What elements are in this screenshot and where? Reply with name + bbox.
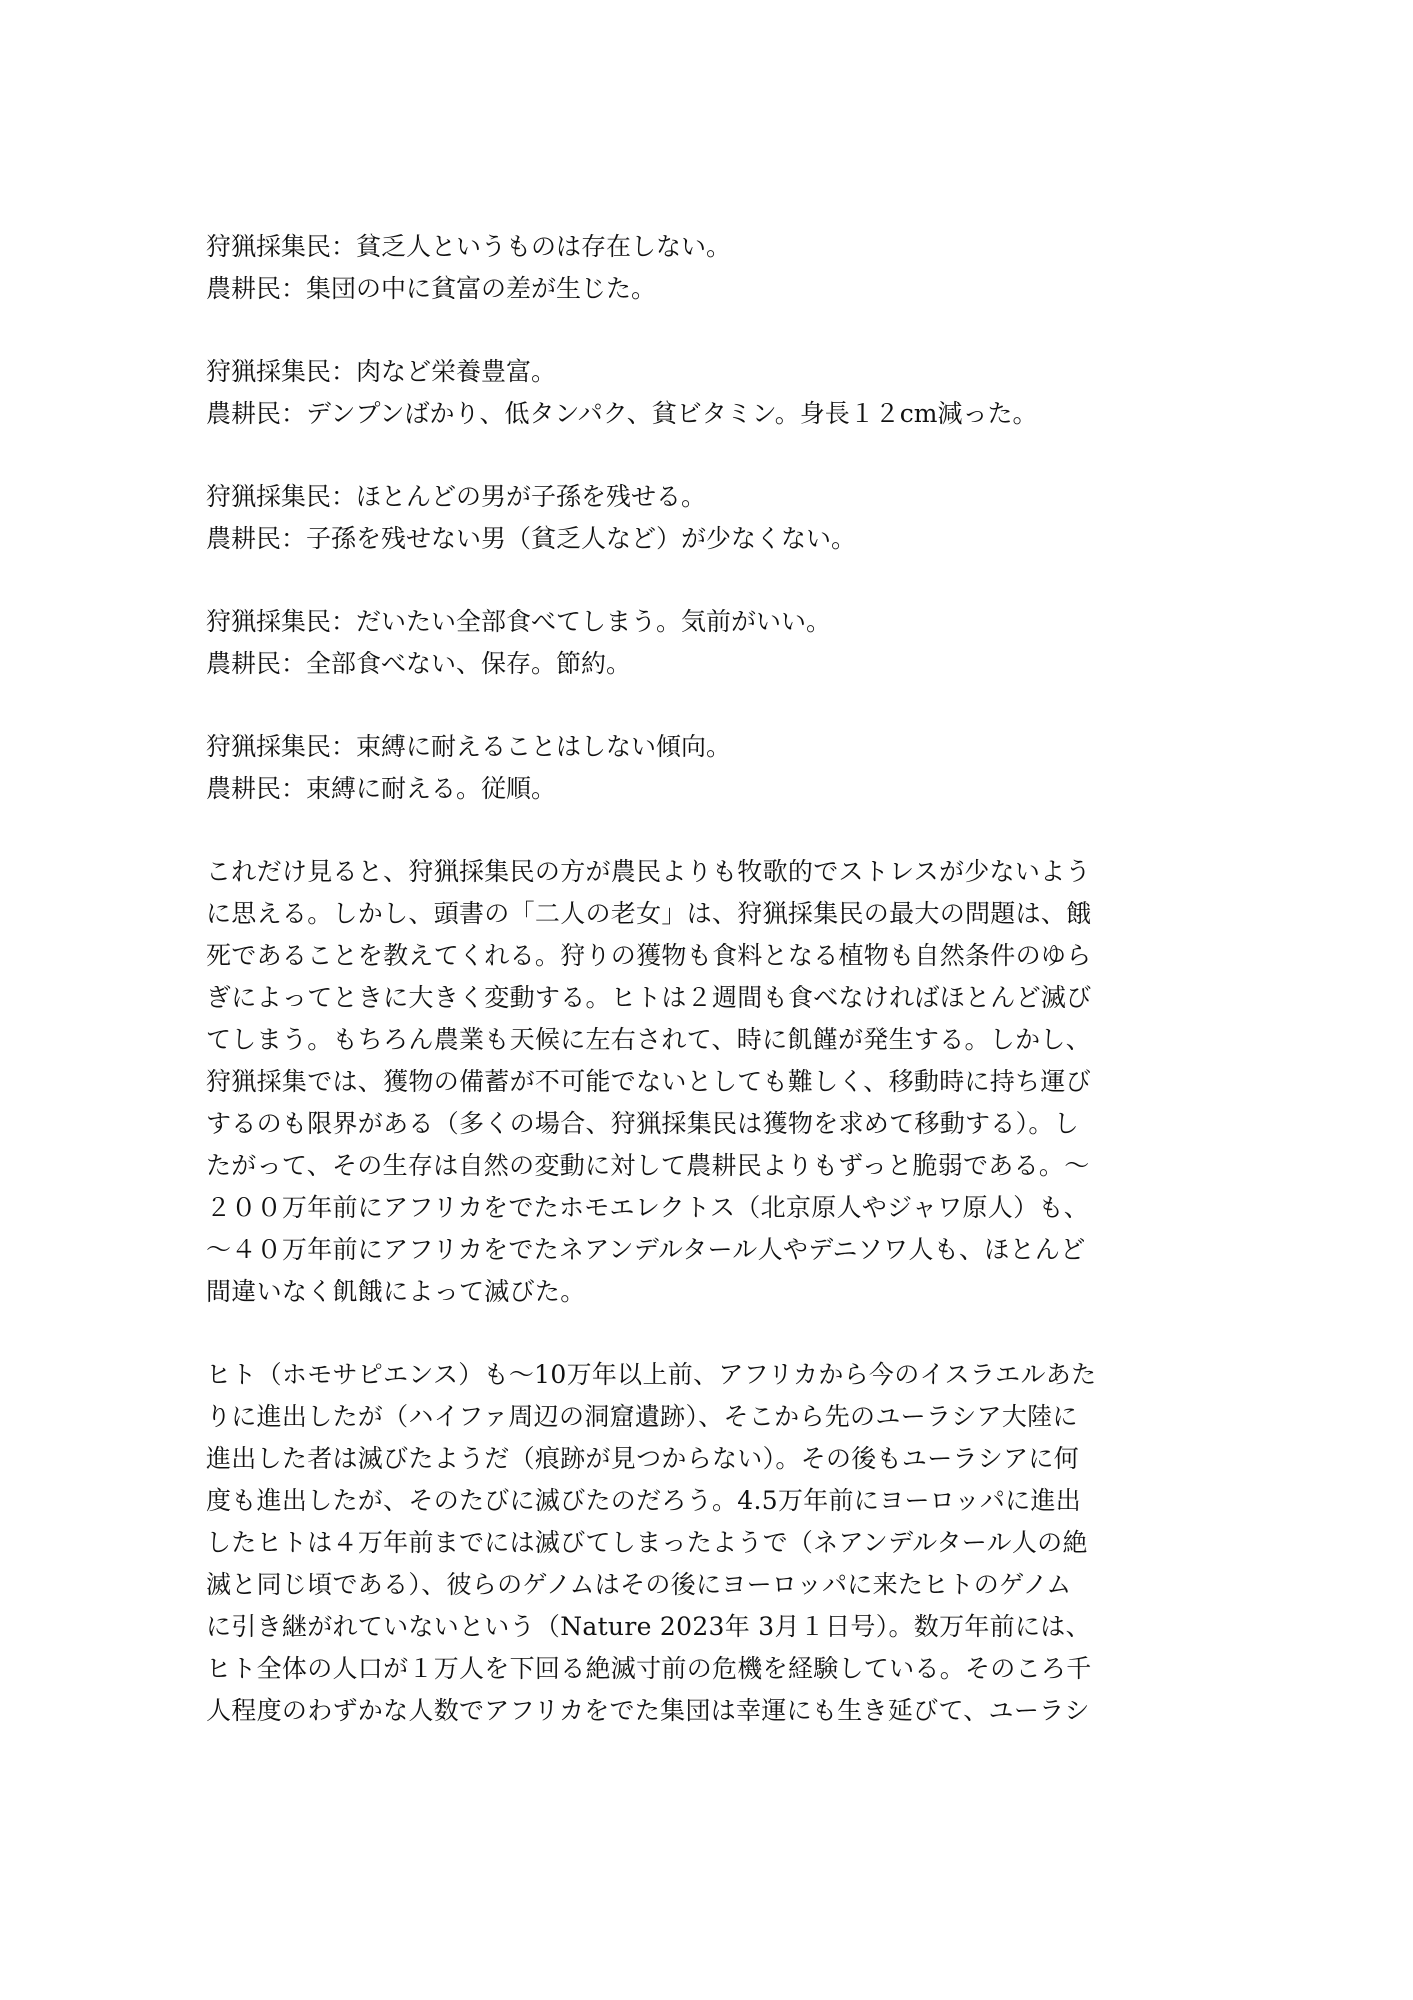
comparison-block-4 <box>206 601 1206 685</box>
farmer-line: 農耕民：全部食べない、保存。節約。 <box>206 649 632 678</box>
document-page <box>206 226 1206 1773</box>
hunter-gatherer-line: 狩猟採集民：貧乏人というものは存在しない。 <box>206 232 732 261</box>
paragraph-line: てしまう。もちろん農業も天候に左右されて、時に飢饉が発生する。しかし、 <box>206 1025 1092 1054</box>
hunter-gatherer-line: 狩猟採集民：ほとんどの男が子孫を残せる。 <box>206 482 707 511</box>
paragraph-starvation <box>206 851 1206 1313</box>
hunter-gatherer-line: 狩猟採集民：肉など栄養豊富。 <box>206 357 557 386</box>
paragraph-line: これだけ見ると、狩猟採集民の方が農民よりも牧歌的でストレスが少ないよう <box>206 857 1091 886</box>
paragraph-line: するのも限界がある（多くの場合、狩猟採集民は獲物を求めて移動する）。し <box>206 1109 1080 1138</box>
comparison-block-3 <box>206 476 1206 560</box>
paragraph-line: 死であることを教えてくれる。狩りの獲物も食料となる植物も自然条件のゆら <box>206 941 1092 970</box>
paragraph-line: に思える。しかし、頭書の「二人の老女」は、狩猟採集民の最大の問題は、餓 <box>206 899 1092 928</box>
paragraph-line: りに進出したが（ハイファ周辺の洞窟遺跡）、そこから先のユーラシア大陸に <box>206 1402 1078 1431</box>
paragraph-line: ぎによってときに大きく変動する。ヒトは２週間も食べなければほとんど滅び <box>206 983 1092 1012</box>
paragraph-line: ２００万年前にアフリカをでたホモエレクトス（北京原人やジャワ原人）も、 <box>206 1193 1090 1222</box>
comparison-block-5 <box>206 726 1206 810</box>
paragraph-line: 人程度のわずかな人数でアフリカをでた集団は幸運にも生き延びて、ユーラシ <box>206 1696 1090 1725</box>
paragraph-line: たがって、その生存は自然の変動に対して農耕民よりもずっと脆弱である。～ <box>206 1151 1090 1180</box>
hunter-gatherer-line: 狩猟採集民：だいたい全部食べてしまう。気前がいい。 <box>206 607 832 636</box>
paragraph-line: 間違いなく飢餓によって滅びた。 <box>206 1277 586 1306</box>
paragraph-line: に引き継がれていないという（Nature 2023年 3月１日号）。数万年前には、 <box>206 1612 1091 1641</box>
farmer-line: 農耕民：束縛に耐える。従順。 <box>206 774 557 803</box>
farmer-line: 農耕民：集団の中に貧富の差が生じた。 <box>206 274 657 303</box>
comparison-block-1 <box>206 226 1206 310</box>
paragraph-homo-sapiens <box>206 1354 1206 1732</box>
paragraph-line: 滅と同じ頃である）、彼らのゲノムはその後にヨーロッパに来たヒトのゲノム <box>206 1570 1072 1599</box>
paragraph-line: したヒトは４万年前までには滅びてしまったようで（ネアンデルタール人の絶 <box>206 1528 1088 1557</box>
paragraph-line: 度も進出したが、そのたびに滅びたのだろう。4.5万年前にヨーロッパに進出 <box>206 1486 1082 1515</box>
paragraph-line: ヒト全体の人口が１万人を下回る絶滅寸前の危機を経験している。そのころ千 <box>206 1654 1092 1683</box>
comparison-block-2 <box>206 351 1206 435</box>
paragraph-line: ～４０万年前にアフリカをでたネアンデルタール人やデニソワ人も、ほとんど <box>206 1235 1086 1264</box>
paragraph-line: 進出した者は滅びたようだ（痕跡が見つからない）。その後もユーラシアに何 <box>206 1444 1080 1473</box>
hunter-gatherer-line: 狩猟採集民：束縛に耐えることはしない傾向。 <box>206 732 732 761</box>
farmer-line: 農耕民：子孫を残せない男（貧乏人など）が少なくない。 <box>206 524 857 553</box>
paragraph-line: ヒト（ホモサピエンス）も～10万年以上前、アフリカから今のイスラエルあた <box>206 1360 1097 1389</box>
paragraph-line: 狩猟採集では、獲物の備蓄が不可能でないとしても難しく、移動時に持ち運び <box>206 1067 1092 1096</box>
farmer-line: 農耕民：デンプンばかり、低タンパク、貧ビタミン。身長１２cm減った。 <box>206 399 1038 428</box>
